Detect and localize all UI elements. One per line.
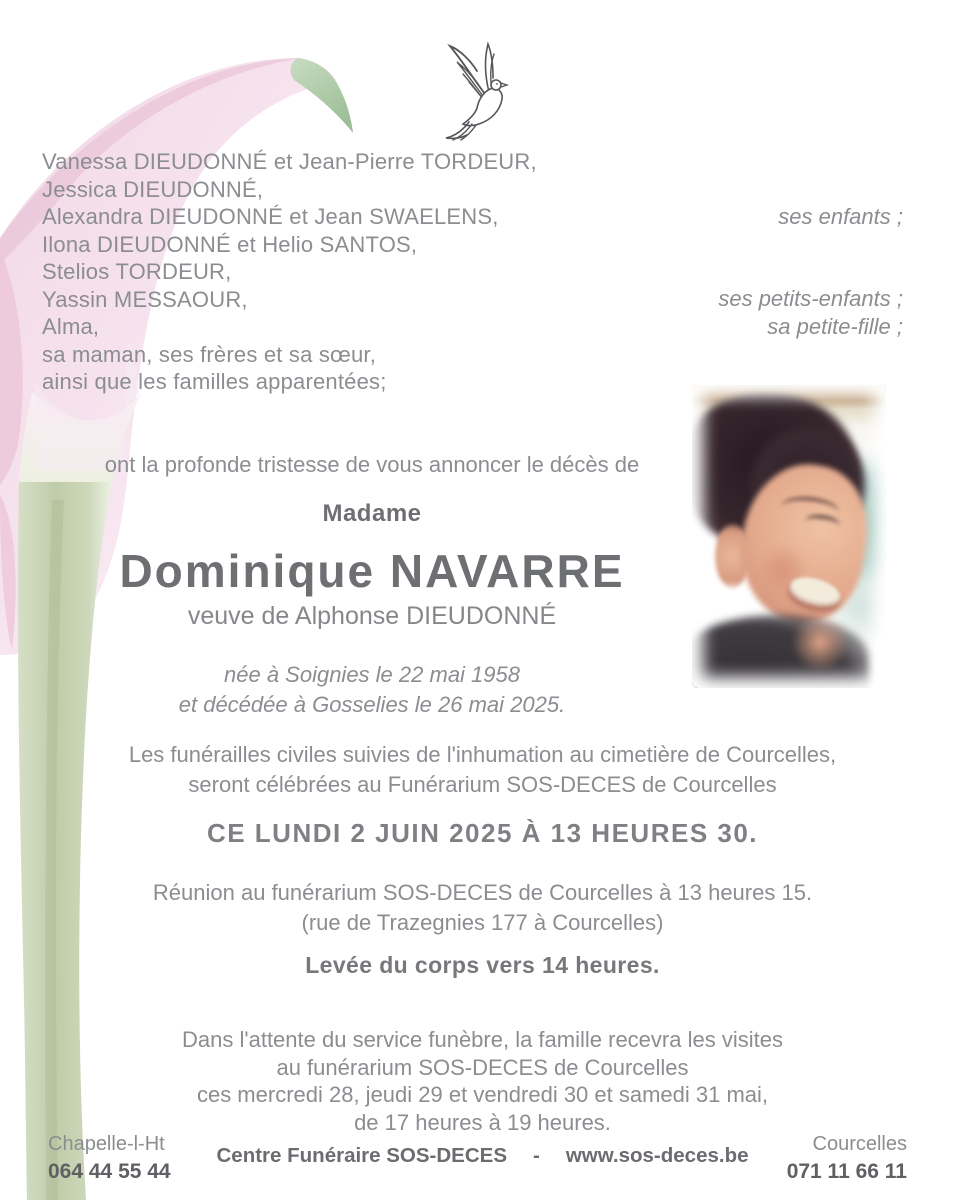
relation-label-children: ses enfants ;	[778, 204, 903, 229]
visits-line: de 17 heures à 19 heures.	[354, 1109, 611, 1135]
family-line: Jessica DIEUDONNÉ,	[42, 176, 264, 202]
footer-right-phone: 071 11 66 11	[786, 1160, 907, 1183]
ceremony-date: CE LUNDI 2 JUIN 2025 À 13 HEURES 30.	[206, 818, 759, 848]
funeral-line: Les funérailles civiles suivies de l'inhumation au cimetière de Courcelles,	[128, 742, 837, 767]
family-line: Yassin MESSAOUR,	[42, 286, 248, 312]
footer-left-phone: 064 44 55 44	[48, 1160, 171, 1183]
footer-right-city: Courcelles	[812, 1133, 907, 1155]
birth-death-dates	[0, 660, 744, 720]
meeting-line: Réunion au funérarium SOS-DECES de Courcelles à 13 heures 15.	[152, 880, 813, 905]
family-line: ainsi que les familles apparentées;	[42, 369, 387, 394]
footer-funeral-home-name: Centre Funéraire SOS-DECES	[216, 1144, 507, 1167]
visits-line: au funérarium SOS-DECES de Courcelles	[276, 1054, 689, 1080]
death-line: et décédée à Gosselies le 26 mai 2025.	[178, 692, 566, 717]
funeral-details	[0, 740, 965, 800]
birth-line: née à Soignies le 22 mai 1958	[224, 662, 520, 687]
meeting-details	[0, 878, 965, 937]
family-line: Alma,	[42, 314, 100, 339]
relation-label-great-granddaughter: sa petite-fille ;	[767, 314, 903, 339]
portrait-photo	[692, 385, 886, 688]
family-names-list	[42, 148, 537, 396]
footer-separator: -	[533, 1144, 540, 1167]
photo-feathered-edge	[692, 385, 886, 688]
deceased-title: Madame	[322, 500, 422, 527]
family-line: Stelios TORDEUR,	[42, 259, 232, 284]
family-line: Ilona DIEUDONNÉ et Helio SANTOS,	[42, 231, 418, 257]
meeting-line: (rue de Trazegnies 177 à Courcelles)	[301, 909, 664, 935]
visits-line: ces mercredi 28, jeudi 29 et vendredi 30 et samedi 31 mai,	[196, 1082, 769, 1107]
announcement-intro: ont la profonde tristesse de vous annoncer le décès de	[104, 452, 640, 477]
family-line: Vanessa DIEUDONNÉ et Jean-Pierre TORDEUR,	[42, 149, 537, 174]
visits-line: Dans l'attente du service funèbre, la famille recevra les visites	[182, 1027, 783, 1052]
visits-details	[0, 1026, 965, 1136]
deceased-name: Dominique NAVARRE	[119, 545, 625, 597]
footer-right	[787, 1130, 907, 1186]
widow-line: veuve de Alphonse DIEUDONNÉ	[187, 602, 557, 630]
family-line: sa maman, ses frères et sa sœur,	[42, 341, 377, 367]
footer-left-city: Chapelle-l-Ht	[48, 1133, 165, 1155]
dove-icon	[443, 38, 521, 144]
family-line: Alexandra DIEUDONNÉ et Jean SWAELENS,	[42, 204, 499, 229]
funeral-line: seront célébrées au Funérarium SOS-DECES de Courcelles	[188, 772, 777, 797]
levee-line: Levée du corps vers 14 heures.	[305, 952, 660, 978]
relation-label-grandchildren: ses petits-enfants ;	[718, 286, 903, 311]
footer-website: www.sos-deces.be	[565, 1144, 749, 1167]
